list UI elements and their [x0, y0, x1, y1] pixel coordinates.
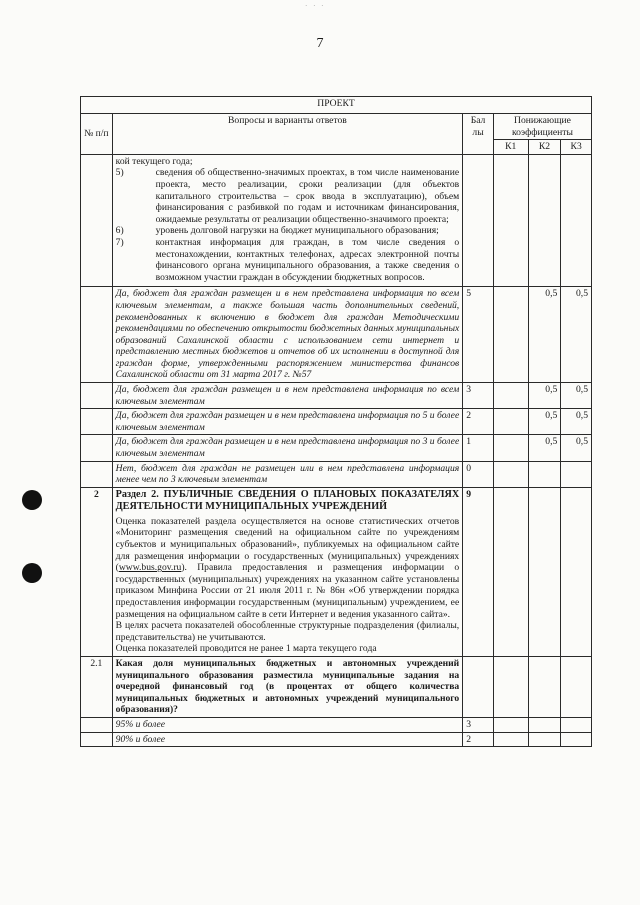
answer-text: Нет, бюджет для граждан не размещен или в нем представлена информация менее чем по 3 ключевым элементам — [112, 461, 463, 487]
answer-k2 — [528, 461, 561, 487]
option-text: 90% и более — [112, 732, 463, 747]
table-row — [81, 487, 592, 656]
header-question: Вопросы и варианты ответов — [112, 114, 463, 155]
option-points: 3 — [463, 717, 494, 732]
table-row — [81, 383, 592, 409]
list-item — [116, 237, 460, 283]
section-title: Раздел 2. ПУБЛИЧНЫЕ СВЕДЕНИЯ О ПЛАНОВЫХ ПОКАЗАТЕЛЯХ ДЕЯТЕЛЬНОСТИ МУНИЦИПАЛЬНЫХ УЧРЕЖДЕНИЙ — [115, 488, 460, 512]
section-points: 9 — [463, 487, 494, 656]
answer-k1 — [493, 409, 528, 435]
question-text: Какая доля муниципальных бюджетных и автономных учреждений муниципального образования разместила муниципальные задания на очередной финансовый год (в процентах от общего количества муниципальных бюджетных и автономных учреждений муниципального образования)? — [112, 656, 463, 717]
header-coefficients: Понижающие коэффициенты — [493, 114, 591, 140]
table-row — [81, 656, 592, 717]
section-paragraph-part: Оценка показателей раздела осуществляется на основе статистических отчетов «Мониторинг размещения сведений на официальном сайте по учреждениям субъектов и муниципальных образований», публикуемых на официальном сайте для размещения информации о государственных (муниципальных) учреждениях ( — [115, 515, 460, 574]
table-row — [81, 461, 592, 487]
bus-gov-link[interactable]: www.bus.gov.ru — [118, 562, 182, 574]
question-number: 2.1 — [81, 656, 113, 717]
option-points: 2 — [463, 732, 494, 747]
punch-hole — [22, 490, 42, 510]
answer-k2: 0,5 — [528, 435, 561, 461]
list-item-text: уровень долговой нагрузки на бюджет муниципального образования; — [155, 225, 439, 237]
answer-k3: 0,5 — [561, 383, 592, 409]
page-number: 7 — [316, 36, 324, 51]
table-caption: ПРОЕКТ — [81, 97, 592, 114]
section-paragraph-part: ). Правила предоставления и размещения информации о государственных (муниципальных) учреждениях на указанном сайте установлены приказом Минфина России от 21 июля 2011 г. № 86н «Об утверждении порядка предоставления информации государственным (муниципальным) учреждением, ее размещения на официальном сайте в сети Интернет и ведения указанного сайта». — [115, 562, 460, 620]
list-item-number: 6) — [115, 225, 124, 237]
continued-intro: кой текущего года; — [115, 155, 193, 167]
answer-points: 2 — [463, 409, 494, 435]
table-row — [81, 287, 592, 383]
answer-k2: 0,5 — [528, 383, 561, 409]
answer-text: Да, бюджет для граждан размещен и в нем представлена информация по всем ключевым элементам — [112, 383, 463, 409]
table-row — [81, 435, 592, 461]
header-k2: К2 — [528, 140, 561, 155]
answer-points: 0 — [463, 461, 494, 487]
list-item-text: сведения об общественно-значимых проектах, в том числе наименование проекта, место реализации, сроки реализации (для объектов капитального строительства – срок ввода в эксплуатацию), объем финансирования с разбивкой по годам и источникам финансирования, ожидаемые результаты от реализации общественно-значимого проекта; — [155, 167, 460, 225]
table-row — [81, 732, 592, 747]
answer-k3: 0,5 — [561, 409, 592, 435]
answer-k2: 0,5 — [528, 409, 561, 435]
answer-text: Да, бюджет для граждан размещен и в нем представлена информация по 5 и более ключевым элементам — [112, 409, 463, 435]
scan-mark: · · · — [305, 2, 326, 10]
answer-k1 — [493, 435, 528, 461]
answer-k2: 0,5 — [528, 287, 561, 383]
section-paragraph: В целях расчета показателей обособленные структурные подразделения (филиалы, представительства) не учитываются. — [115, 620, 460, 643]
answer-k3 — [561, 461, 592, 487]
section-paragraph: Оценка показателей проводится не ранее 1 марта текущего года — [115, 643, 377, 655]
section-number: 2 — [81, 487, 113, 656]
list-item-text: контактная информация для граждан, в том числе сведения о местонахождении, контактных телефонах, адресах электронной почты финансового органа муниципального образования, а также сведения о возможном участии граждан в обсуждении бюджетных вопросов. — [155, 236, 460, 283]
answer-k1 — [493, 383, 528, 409]
answer-k3: 0,5 — [561, 287, 592, 383]
answer-points: 1 — [463, 435, 494, 461]
list-item — [116, 167, 460, 225]
answer-points: 3 — [463, 383, 494, 409]
option-text: 95% и более — [112, 717, 463, 732]
punch-hole — [22, 563, 42, 583]
header-num: № п/п — [81, 114, 113, 155]
list-item-number: 7) — [115, 236, 124, 248]
answer-text: Да, бюджет для граждан размещен и в нем представлена информация по всем ключевым элементам, а также большая часть дополнительных сведений, рекомендованных к включению в бюджет для граждан Методическими рекомендациями по обеспечению открытости бюджетных данных муниципальных образований Сахалинской области с использованием сети интернет и представлению местных бюджетов и отчетов об их исполнении в доступной для граждан форме, утвержденными распоряжением министерства финансов Сахалинской области от 31 марта 2017 г. №57 — [112, 287, 463, 383]
header-points: Бал лы — [463, 114, 494, 155]
section-paragraph — [116, 516, 460, 620]
answer-text: Да, бюджет для граждан размещен и в нем представлена информация по 3 и более ключевым элементам — [112, 435, 463, 461]
answer-k1 — [493, 287, 528, 383]
evaluation-table — [80, 96, 592, 747]
table-row — [81, 154, 592, 287]
answer-points: 5 — [463, 287, 494, 383]
table-row — [81, 717, 592, 732]
answer-k3: 0,5 — [561, 435, 592, 461]
answer-k1 — [493, 461, 528, 487]
list-item-number: 5) — [115, 167, 124, 179]
header-k1: К1 — [493, 140, 528, 155]
list-item — [116, 225, 460, 237]
header-k3: К3 — [561, 140, 592, 155]
table-row — [81, 409, 592, 435]
